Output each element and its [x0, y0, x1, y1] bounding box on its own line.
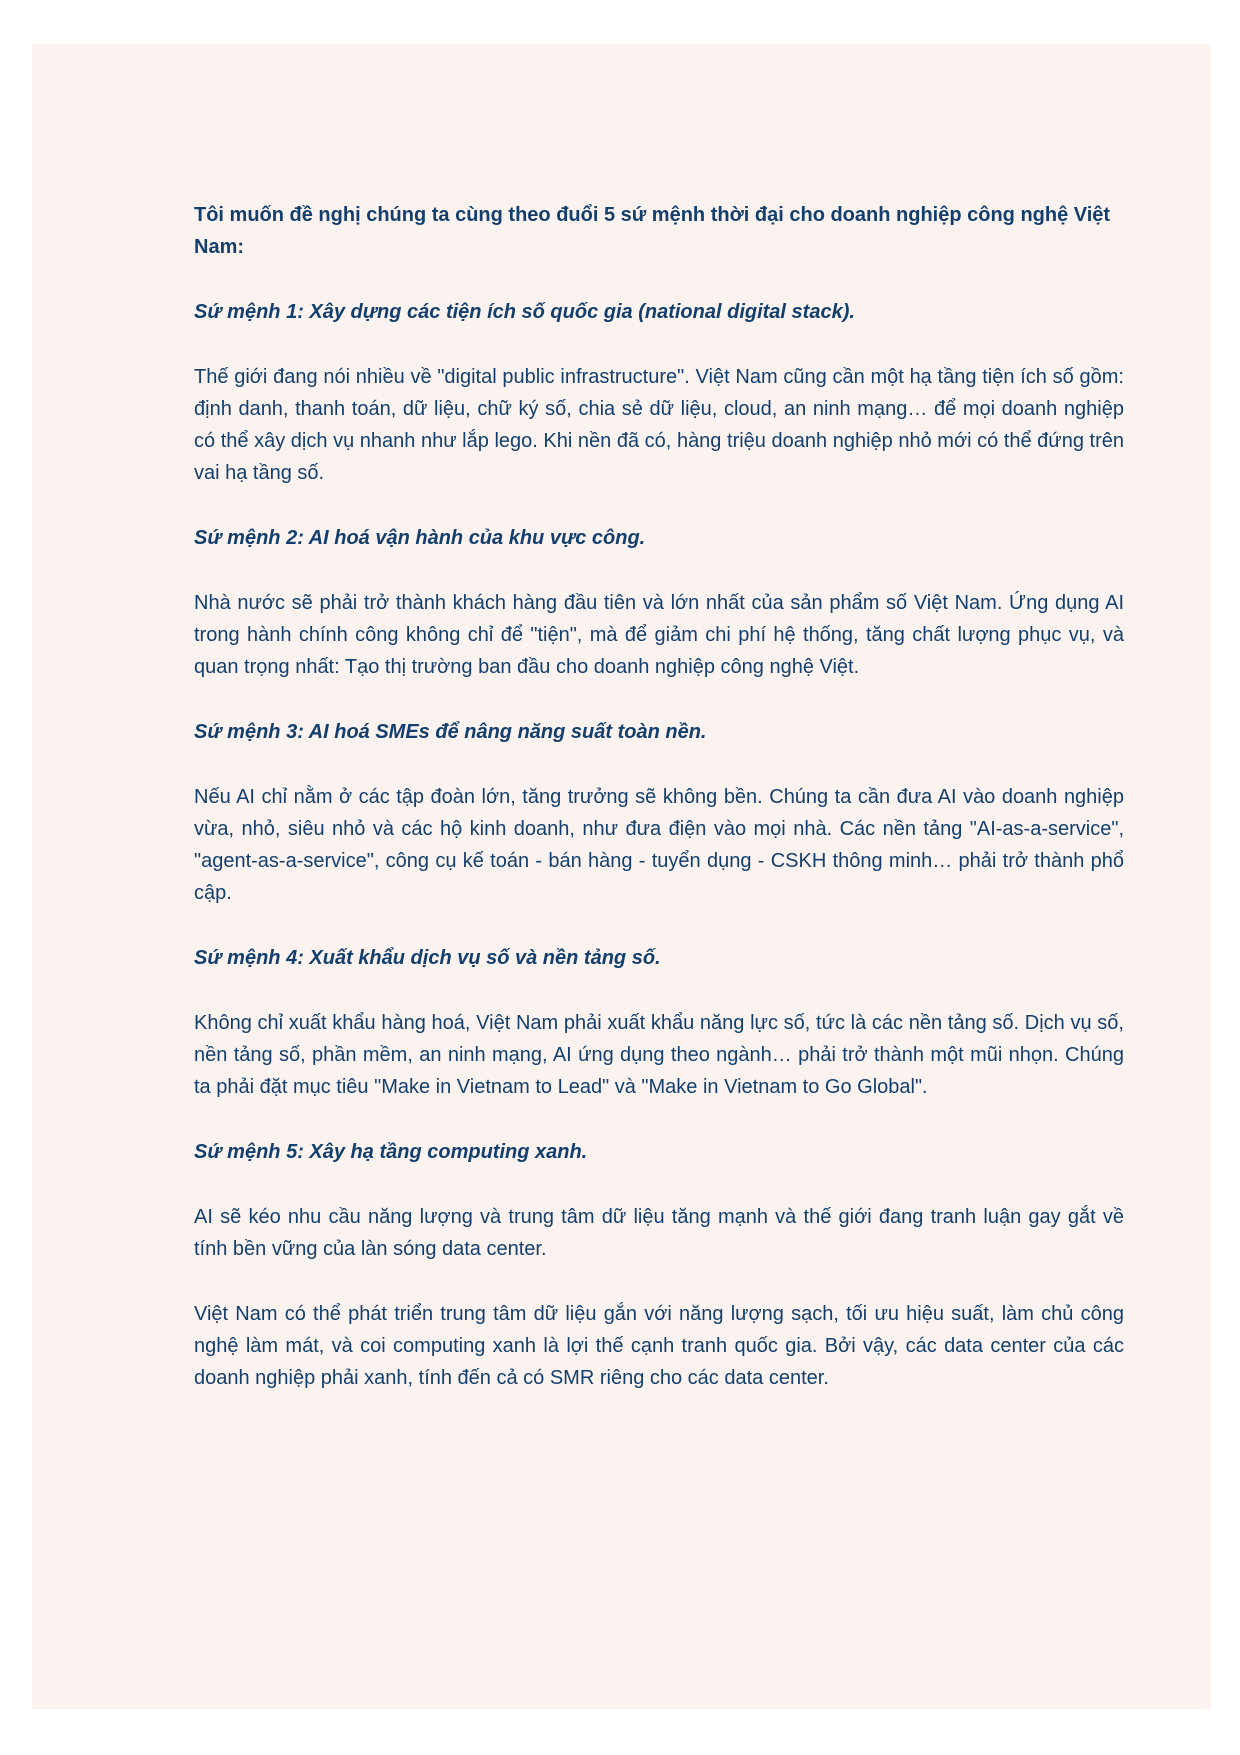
mission-4-section — [194, 942, 1124, 1103]
mission-1-paragraph: Thế giới đang nói nhiều về "digital public infrastructure". Việt Nam cũng cần một hạ tầng tiện ích số gồm: định danh, thanh toán, dữ liệu, chữ ký số, chia sẻ dữ liệu, cloud, an ninh mạng… để mọi doanh nghiệp có thể xây dịch vụ nhanh như lắp lego. Khi nền đã có, hàng triệu doanh nghiệp nhỏ mới có thể đứng trên vai hạ tầng số. — [194, 366, 1124, 484]
mission-2-section — [194, 522, 1124, 683]
mission-1-section — [194, 296, 1124, 489]
document-body — [194, 199, 1124, 1427]
intro-heading: Tôi muốn đề nghị chúng ta cùng theo đuổi 5 sứ mệnh thời đại cho doanh nghiệp công nghệ Việt Nam: — [194, 204, 1111, 258]
mission-5-section — [194, 1136, 1124, 1394]
mission-1-title: Sứ mệnh 1: Xây dựng các tiện ích số quốc gia (national digital stack). — [194, 301, 855, 323]
mission-3-title: Sứ mệnh 3: AI hoá SMEs để nâng năng suất toàn nền. — [194, 721, 707, 743]
mission-5-paragraph-1: AI sẽ kéo nhu cầu năng lượng và trung tâm dữ liệu tăng mạnh và thế giới đang tranh luận gay gắt về tính bền vững của làn sóng data center. — [194, 1206, 1124, 1260]
mission-3-paragraph: Nếu AI chỉ nằm ở các tập đoàn lớn, tăng trưởng sẽ không bền. Chúng ta cần đưa AI vào doanh nghiệp vừa, nhỏ, siêu nhỏ và các hộ kinh doanh, như đưa điện vào mọi nhà. Các nền tảng "AI-as-a-service", "agent-as-a-service", công cụ kế toán - bán hàng - tuyển dụng - CSKH thông minh… phải trở thành phổ cập. — [194, 786, 1124, 904]
mission-5-paragraph-2: Việt Nam có thể phát triển trung tâm dữ liệu gắn với năng lượng sạch, tối ưu hiệu suất, làm chủ công nghệ làm mát, và coi computing xanh là lợi thế cạnh tranh quốc gia. Bởi vậy, các data center của các doanh nghiệp phải xanh, tính đến cả có SMR riêng cho các data center. — [194, 1303, 1124, 1389]
mission-2-paragraph: Nhà nước sẽ phải trở thành khách hàng đầu tiên và lớn nhất của sản phẩm số Việt Nam. Ứng dụng AI trong hành chính công không chỉ để "tiện", mà để giảm chi phí hệ thống, tăng chất lượng phục vụ, và quan trọng nhất: Tạo thị trường ban đầu cho doanh nghiệp công nghệ Việt. — [194, 592, 1124, 678]
mission-4-paragraph: Không chỉ xuất khẩu hàng hoá, Việt Nam phải xuất khẩu năng lực số, tức là các nền tảng số. Dịch vụ số, nền tảng số, phần mềm, an ninh mạng, AI ứng dụng theo ngành… phải trở thành một mũi nhọn. Chúng ta phải đặt mục tiêu "Make in Vietnam to Lead" và "Make in Vietnam to Go Global". — [194, 1012, 1124, 1098]
document-page — [32, 44, 1211, 1709]
mission-4-title: Sứ mệnh 4: Xuất khẩu dịch vụ số và nền tảng số. — [194, 947, 661, 969]
mission-2-title: Sứ mệnh 2: AI hoá vận hành của khu vực công. — [194, 527, 646, 549]
mission-5-title: Sứ mệnh 5: Xây hạ tầng computing xanh. — [194, 1141, 588, 1163]
mission-3-section — [194, 716, 1124, 909]
